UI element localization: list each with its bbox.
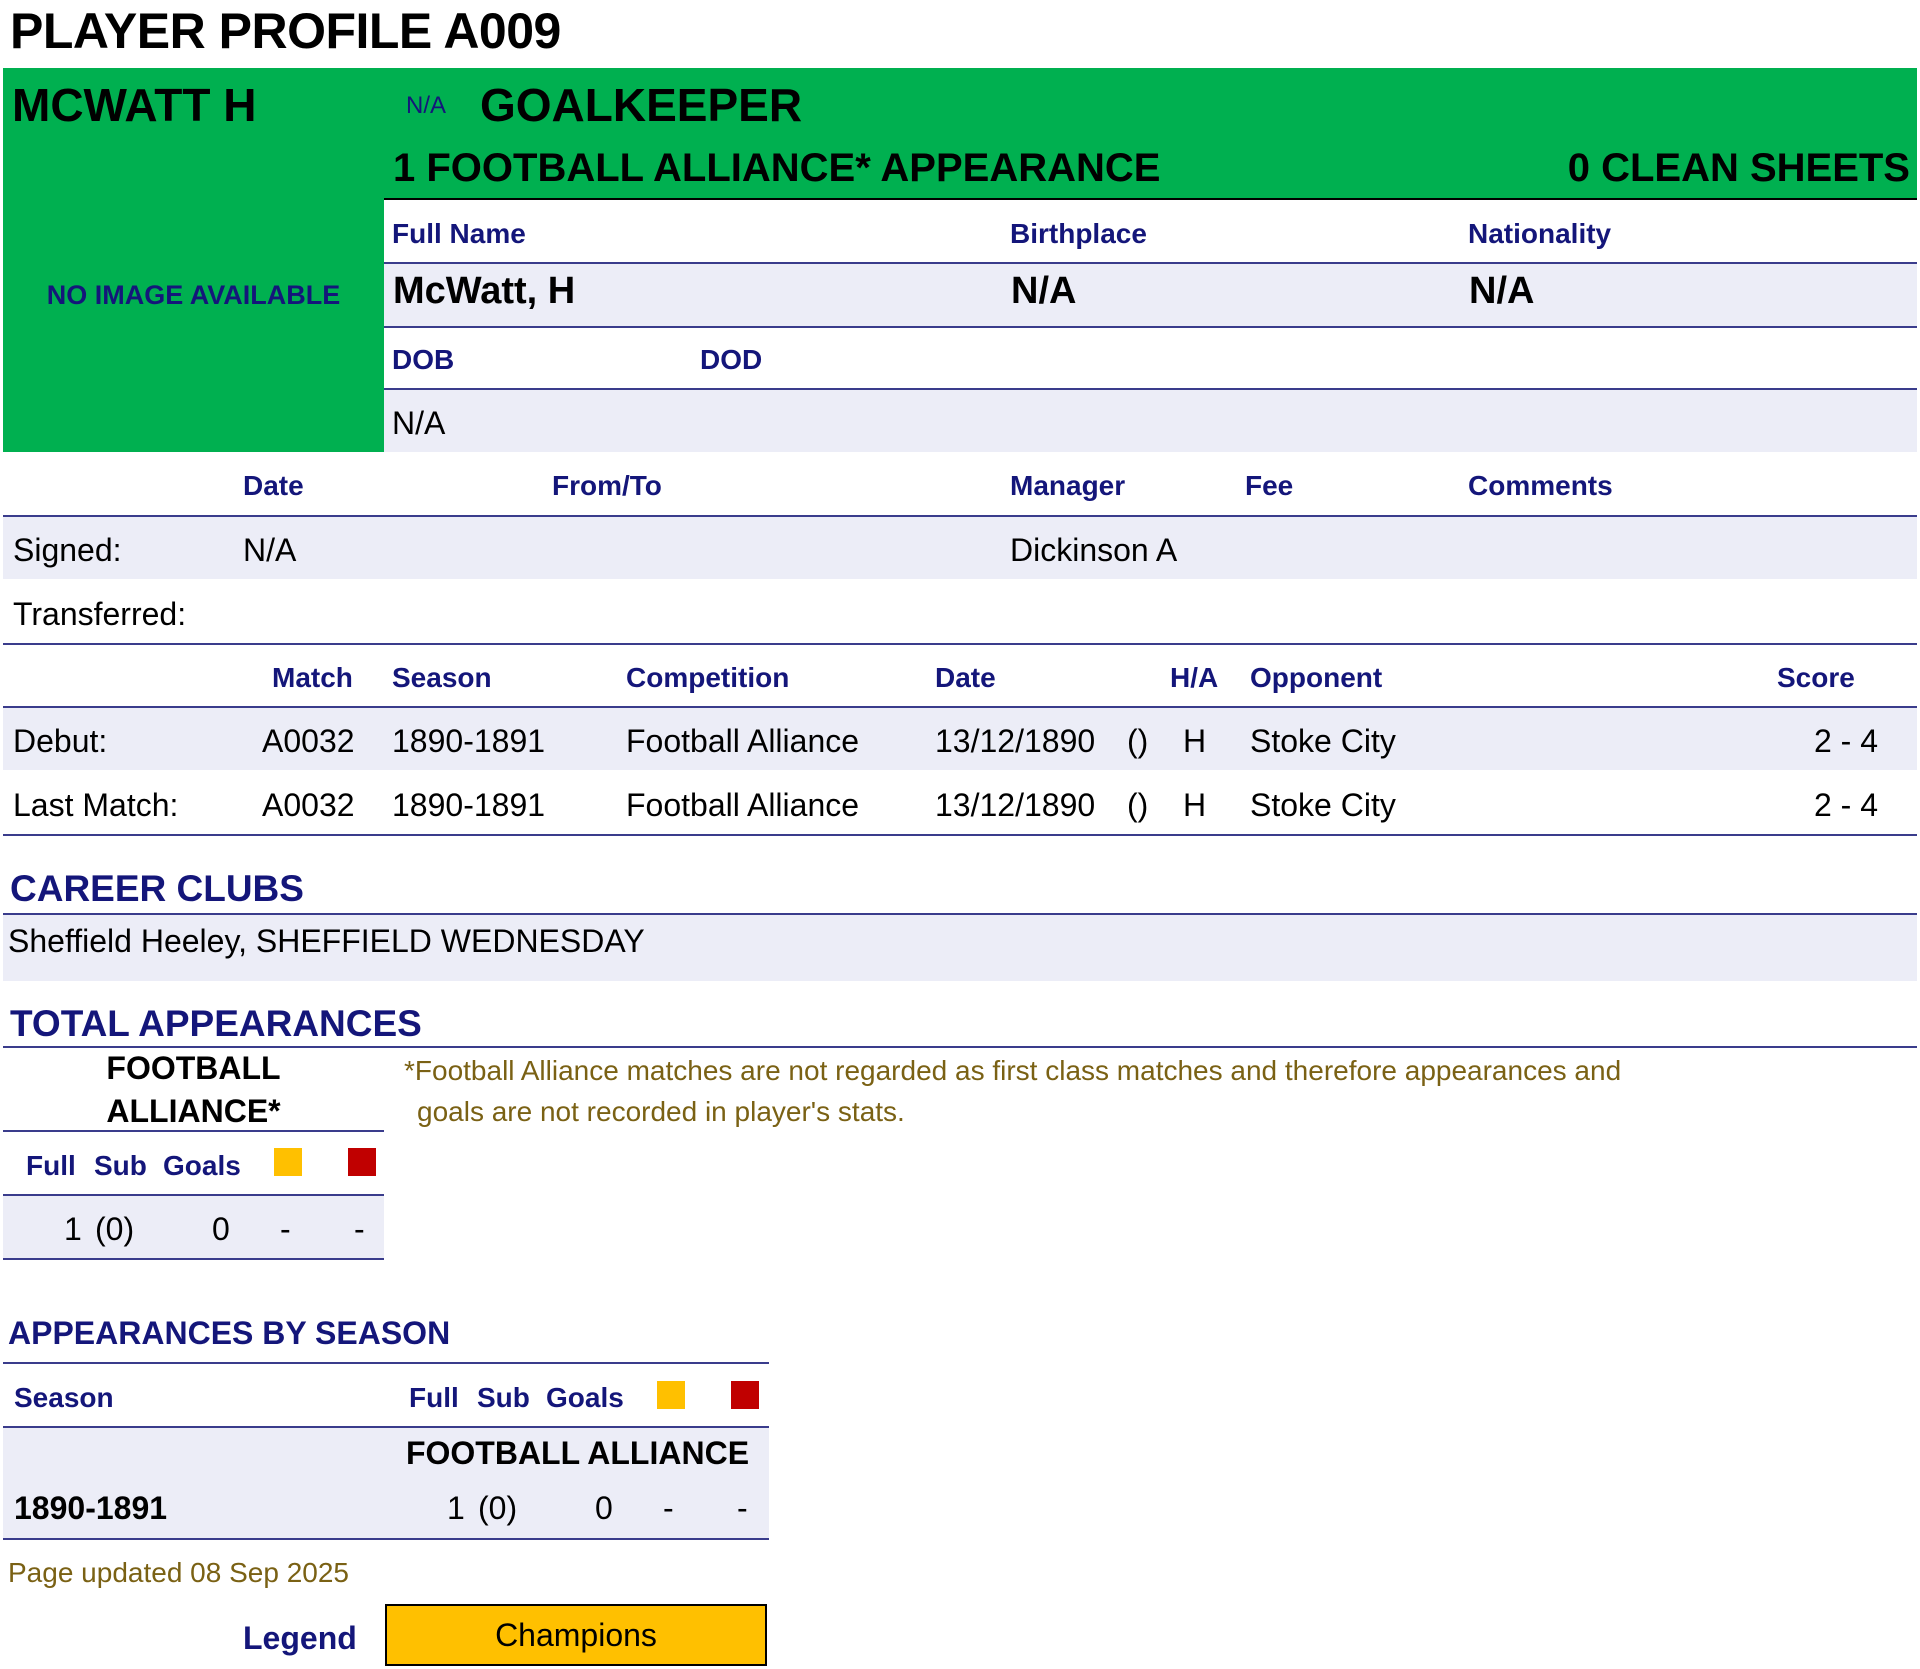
competition-header: Competition: [626, 662, 790, 693]
last-match-competition: Football Alliance: [626, 787, 860, 823]
nationality-value: N/A: [1469, 270, 1535, 312]
divider: [3, 834, 1917, 836]
career-clubs-title: CAREER CLUBS: [10, 868, 304, 909]
by-season-goals-header: Goals: [546, 1382, 624, 1413]
divider: [3, 1046, 1917, 1048]
last-match-season: 1890-1891: [392, 787, 546, 823]
career-clubs-list: Sheffield Heeley, SHEFFIELD WEDNESDAY: [8, 923, 645, 959]
last-match-date: 13/12/1890: [935, 787, 1096, 823]
last-match-home-away: H: [1183, 787, 1207, 823]
by-season-title: APPEARANCES BY SEASON: [8, 1315, 451, 1351]
by-season-competition: FOOTBALL ALLIANCE: [405, 1435, 750, 1471]
by-season-sub: (0): [478, 1490, 518, 1526]
last-match-opponent: Stoke City: [1250, 787, 1396, 823]
transfer-manager-header: Manager: [1010, 470, 1126, 501]
image-placeholder-panel: [3, 198, 384, 452]
transfer-fee-header: Fee: [1245, 470, 1294, 501]
debut-match: A0032: [262, 723, 355, 759]
player-name: MCWATT H: [12, 79, 257, 131]
debut-competition: Football Alliance: [626, 723, 860, 759]
dod-label: DOD: [700, 344, 763, 375]
transfer-comments-header: Comments: [1468, 470, 1613, 501]
signed-label: Signed:: [13, 532, 122, 568]
dob-value: N/A: [392, 405, 446, 441]
last-match-score: 2 - 4: [1813, 787, 1878, 823]
yellow-card-icon: [274, 1148, 302, 1176]
date-header: Date: [935, 662, 996, 693]
debut-season: 1890-1891: [392, 723, 546, 759]
total-competition-line1: FOOTBALL: [106, 1050, 281, 1086]
by-season-full-header: Full: [409, 1382, 459, 1413]
player-position: GOALKEEPER: [480, 79, 803, 131]
season-header: Season: [392, 662, 492, 693]
total-full: 1: [64, 1211, 82, 1247]
red-card-icon: [348, 1148, 376, 1176]
divider: [3, 1538, 769, 1540]
opponent-header: Opponent: [1250, 662, 1383, 693]
by-season-sub-header: Sub: [477, 1382, 530, 1413]
divider: [3, 1130, 384, 1132]
debut-home-away: H: [1183, 723, 1207, 759]
clean-sheets: 0 CLEAN SHEETS: [1567, 146, 1910, 190]
match-header: Match: [272, 662, 353, 693]
by-season-yellow: -: [663, 1490, 674, 1526]
red-card-icon: [731, 1381, 759, 1409]
by-season-goals: 0: [595, 1490, 613, 1526]
nationality-label: Nationality: [1468, 218, 1612, 249]
by-season-season: 1890-1891: [14, 1490, 168, 1526]
appearance-count: 1 FOOTBALL ALLIANCE* APPEARANCE: [393, 146, 1161, 190]
signed-manager: Dickinson A: [1010, 532, 1178, 568]
debut-date: 13/12/1890: [935, 723, 1096, 759]
by-season-full: 1: [447, 1490, 465, 1526]
total-goals-header: Goals: [163, 1150, 241, 1181]
shirt-number: N/A: [406, 92, 447, 119]
page-updated: Page updated 08 Sep 2025: [8, 1557, 349, 1588]
home-away-header: H/A: [1170, 662, 1219, 693]
last-match-extra: (): [1127, 787, 1149, 823]
legend-label: Legend: [243, 1620, 357, 1656]
signed-date: N/A: [243, 532, 297, 568]
legend-champions-label: Champions: [495, 1616, 657, 1653]
transferred-label: Transferred:: [13, 596, 187, 632]
total-sub: (0): [95, 1211, 135, 1247]
birthplace-label: Birthplace: [1010, 218, 1147, 249]
dob-label: DOB: [392, 344, 455, 375]
total-yellow: -: [280, 1211, 291, 1247]
legend-champions: [385, 1604, 767, 1666]
alliance-note-line1: *Football Alliance matches are not regarded as first class matches and therefore appearances and: [404, 1055, 1622, 1086]
dob-row: [384, 390, 1917, 452]
full-name-value: McWatt, H: [393, 270, 576, 312]
divider: [384, 326, 1917, 328]
total-full-header: Full: [26, 1150, 76, 1181]
debut-label: Debut:: [13, 723, 108, 759]
details-row: [384, 264, 1917, 326]
last-match-match: A0032: [262, 787, 355, 823]
divider: [3, 643, 1917, 645]
transfer-date-header: Date: [243, 470, 304, 501]
debut-extra: (): [1127, 723, 1149, 759]
debut-score: 2 - 4: [1813, 723, 1878, 759]
total-appearances-title: TOTAL APPEARANCES: [10, 1003, 422, 1044]
full-name-label: Full Name: [392, 218, 526, 249]
total-sub-header: Sub: [94, 1150, 147, 1181]
total-competition-line2: ALLIANCE*: [106, 1093, 281, 1129]
divider: [384, 198, 1917, 200]
birthplace-value: N/A: [1011, 270, 1077, 312]
yellow-card-icon: [657, 1381, 685, 1409]
page-title: PLAYER PROFILE A009: [10, 3, 561, 59]
divider: [3, 1258, 384, 1260]
by-season-red: -: [737, 1490, 748, 1526]
score-header: Score: [1777, 662, 1855, 693]
total-stats-row: [3, 1196, 384, 1258]
total-goals: 0: [212, 1211, 230, 1247]
last-match-label: Last Match:: [13, 787, 179, 823]
total-red: -: [354, 1211, 365, 1247]
transfer-from-to-header: From/To: [552, 470, 662, 501]
by-season-season-header: Season: [14, 1382, 114, 1413]
no-image-label: NO IMAGE AVAILABLE: [46, 280, 341, 310]
divider: [3, 1362, 769, 1364]
alliance-note-line2: goals are not recorded in player's stats.: [417, 1096, 905, 1127]
debut-opponent: Stoke City: [1250, 723, 1396, 759]
